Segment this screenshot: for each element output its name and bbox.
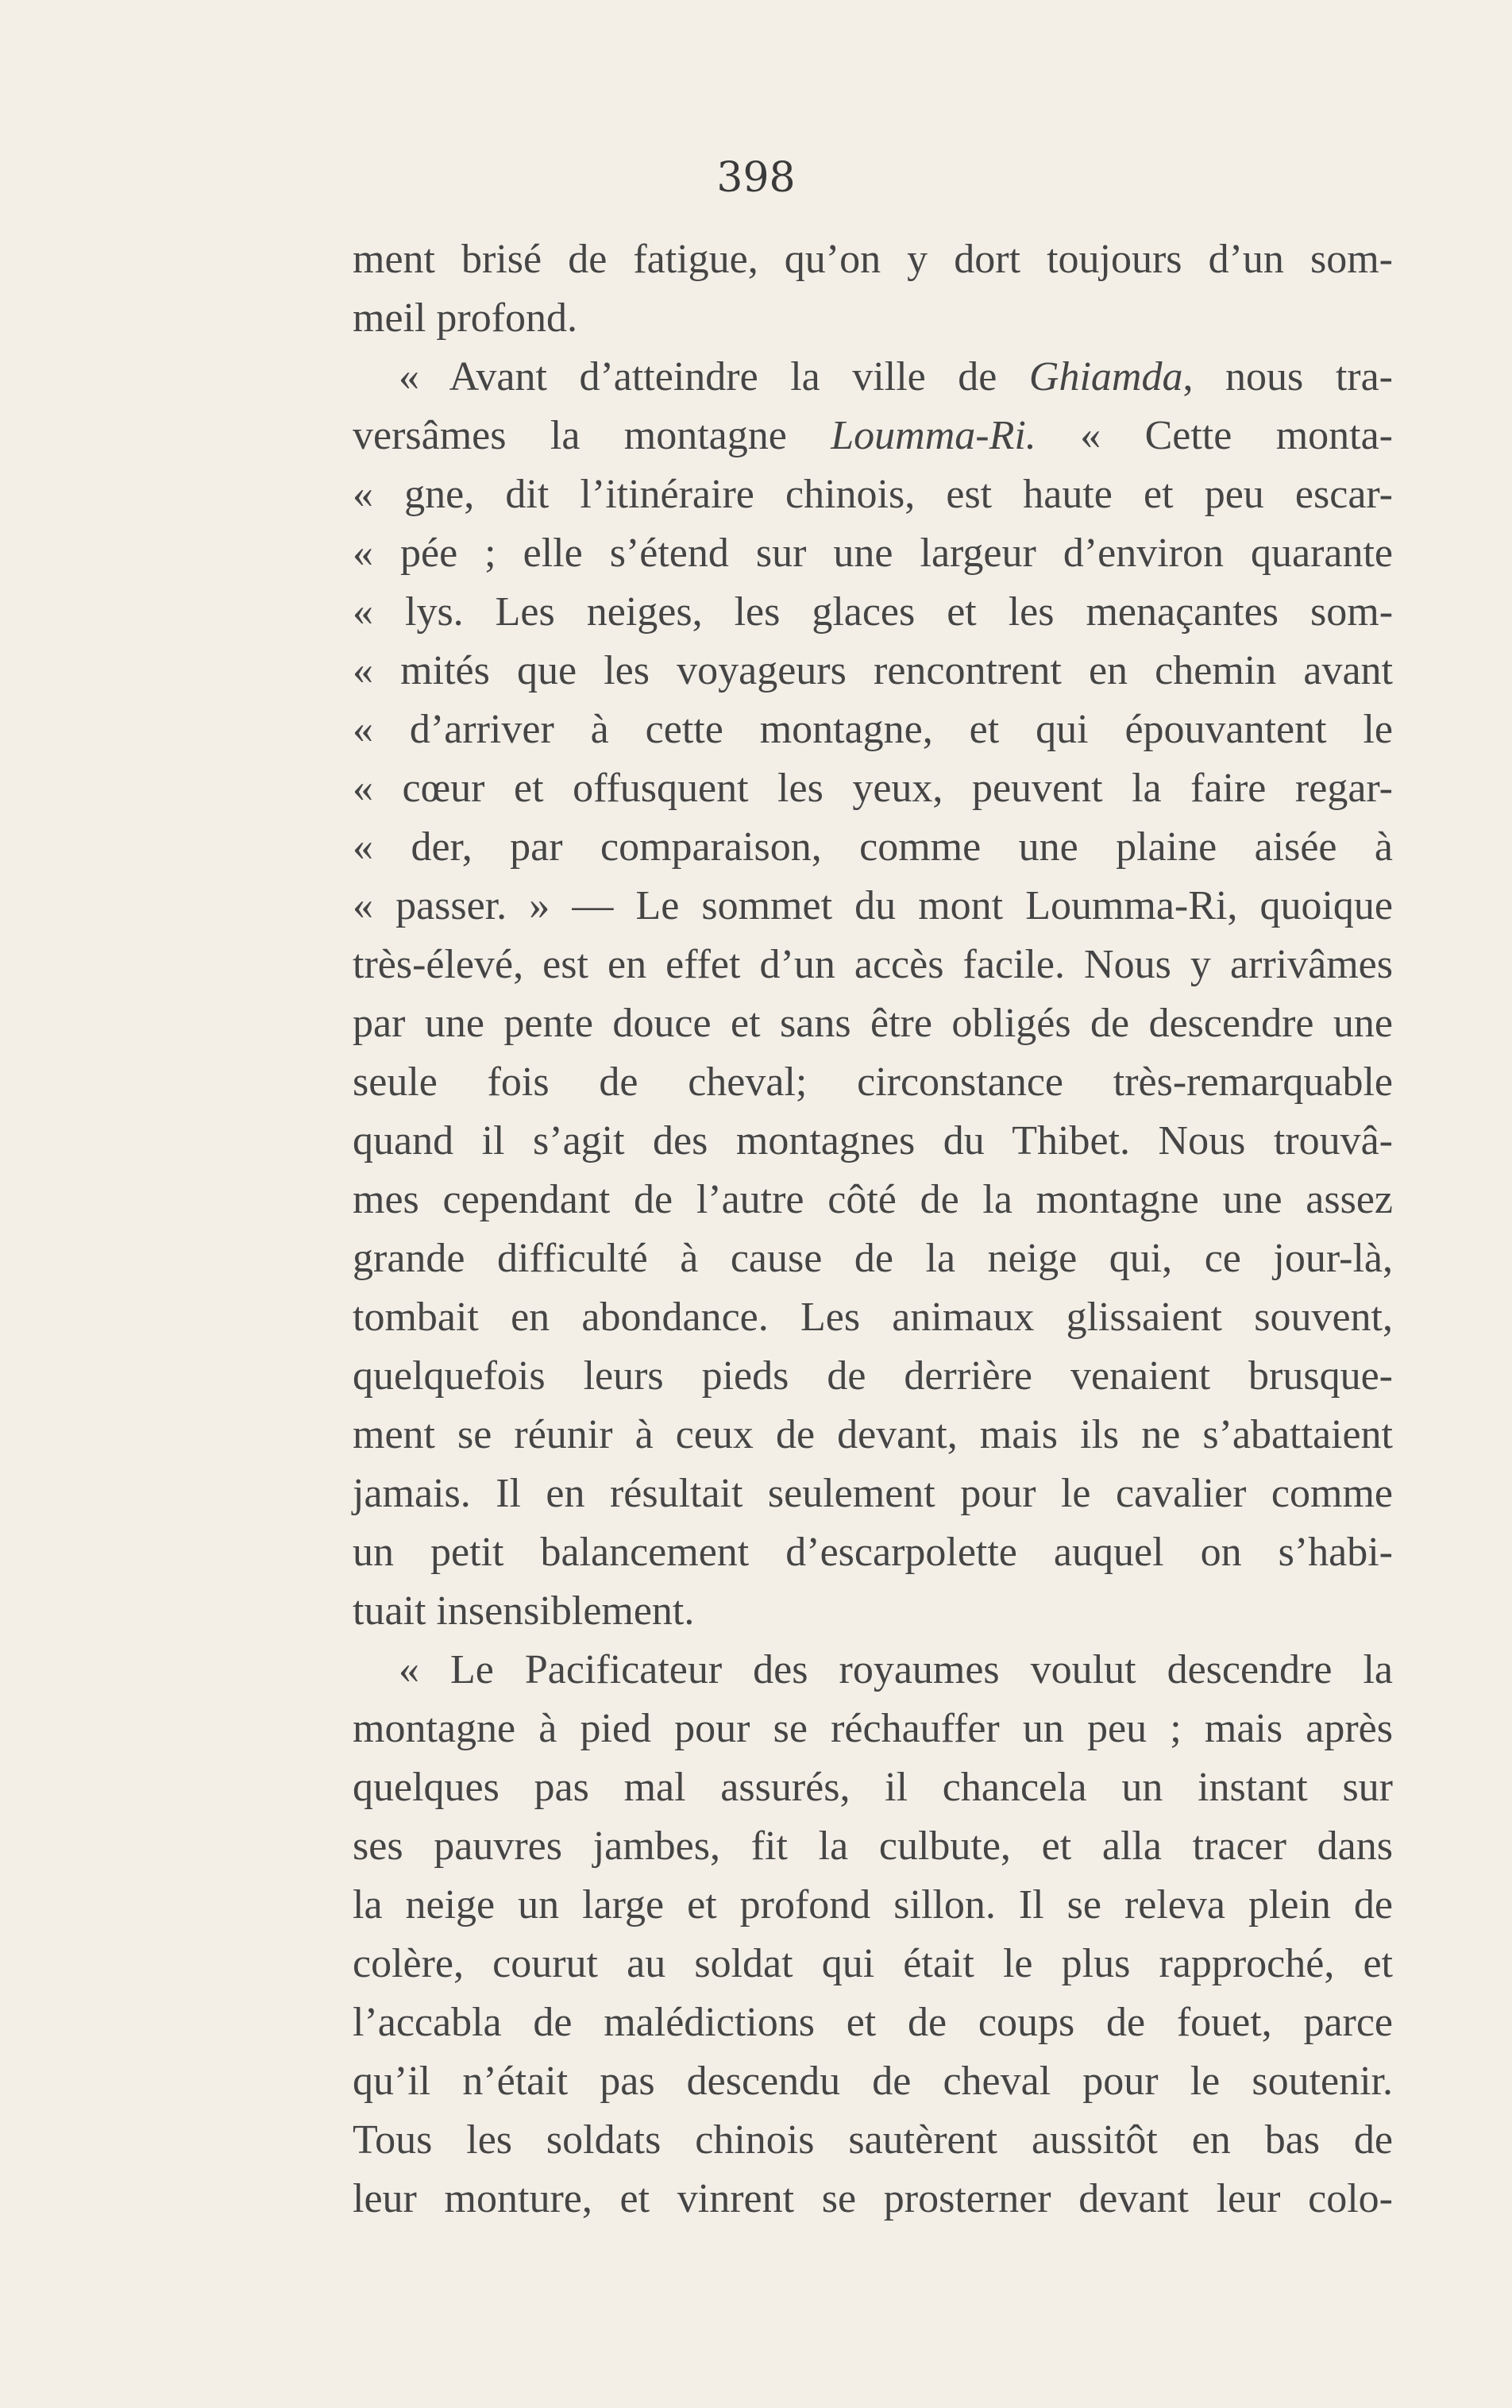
text-line: tuait insensiblement. [353,1588,695,1634]
text-line: quand il s’agit des montagnes du Thibet. Nous trouvâ- [353,1118,1393,1163]
text-line: « gne, dit l’itinéraire chinois, est haute et peu escar- [353,465,1393,524]
text-line: « passer. » — Le sommet du mont Loumma-Ri, quoique [353,877,1393,936]
text-line: montagne à pied pour se réchauffer un peu ; mais après [353,1706,1393,1751]
text-line: « lys. Les neiges, les glaces et les menaçantes som- [353,583,1393,642]
text-line: jamais. Il en résultait seulement pour le cavalier comme [353,1471,1393,1516]
text-line: grande difficulté à cause de la neige qui, ce jour-là, [353,1236,1393,1281]
text-line: seule fois de cheval; circonstance très-remarquable [353,1059,1393,1105]
text-line: ses pauvres jambes, fit la culbute, et alla tracer dans [353,1823,1393,1869]
text-line [353,348,1393,407]
text-segment: , nous tra- [1182,354,1393,399]
text-segment: « Avant d’atteindre la ville de [399,354,1029,399]
text-line: très-élevé, est en effet d’un accès facile. Nous y arrivâmes [353,942,1393,987]
text-line: tombait en abondance. Les animaux glissaient souvent, [353,1295,1393,1340]
text-line: « mités que les voyageurs rencontrent en chemin avant [353,642,1393,700]
text-line: Tous les soldats chinois sautèrent aussitôt en bas de [353,2117,1393,2163]
text-line: un petit balancement d’escarpolette auquel on s’habi- [353,1530,1393,1575]
text-line: quelquefois leurs pieds de derrière venaient brusque- [353,1353,1393,1399]
text-line: la neige un large et profond sillon. Il se releva plein de [353,1882,1393,1928]
body-text [353,230,1393,2229]
text-segment: versâmes la montagne [353,413,831,458]
text-line: « d’arriver à cette montagne, et qui épouvantent le [353,700,1393,759]
page-number: 398 [716,154,796,202]
italic-place-name: Loumma-Ri. [831,413,1036,458]
text-line: « Le Pacificateur des royaumes voulut descendre la [399,1647,1393,1692]
text-line: ment se réunir à ceux de devant, mais ils ne s’abattaient [353,1412,1393,1457]
text-line: « cœur et offusquent les yeux, peuvent la faire regar- [353,759,1393,818]
text-line: leur monture, et vinrent se prosterner devant leur colo- [353,2176,1393,2221]
text-line [353,407,1393,465]
text-line: mes cependant de l’autre côté de la montagne une assez [353,1177,1393,1222]
text-line: quelques pas mal assurés, il chancela un instant sur [353,1765,1393,1810]
text-line: par une pente douce et sans être obligés de descendre une [353,1001,1393,1046]
text-line: ment brisé de fatigue, qu’on y dort toujours d’un som- [353,237,1393,282]
text-line: colère, courut au soldat qui était le plus rapproché, et [353,1941,1393,1986]
text-segment: « Cette monta- [1036,413,1393,458]
text-line: l’accabla de malédictions et de coups de fouet, parce [353,2000,1393,2045]
text-line: qu’il n’était pas descendu de cheval pour le soutenir. [353,2059,1393,2104]
text-line: meil profond. [353,295,578,341]
text-line: « pée ; elle s’étend sur une largeur d’environ quarante [353,524,1393,583]
text-line: « der, par comparaison, comme une plaine aisée à [353,818,1393,877]
italic-place-name: Ghiamda [1028,354,1183,399]
